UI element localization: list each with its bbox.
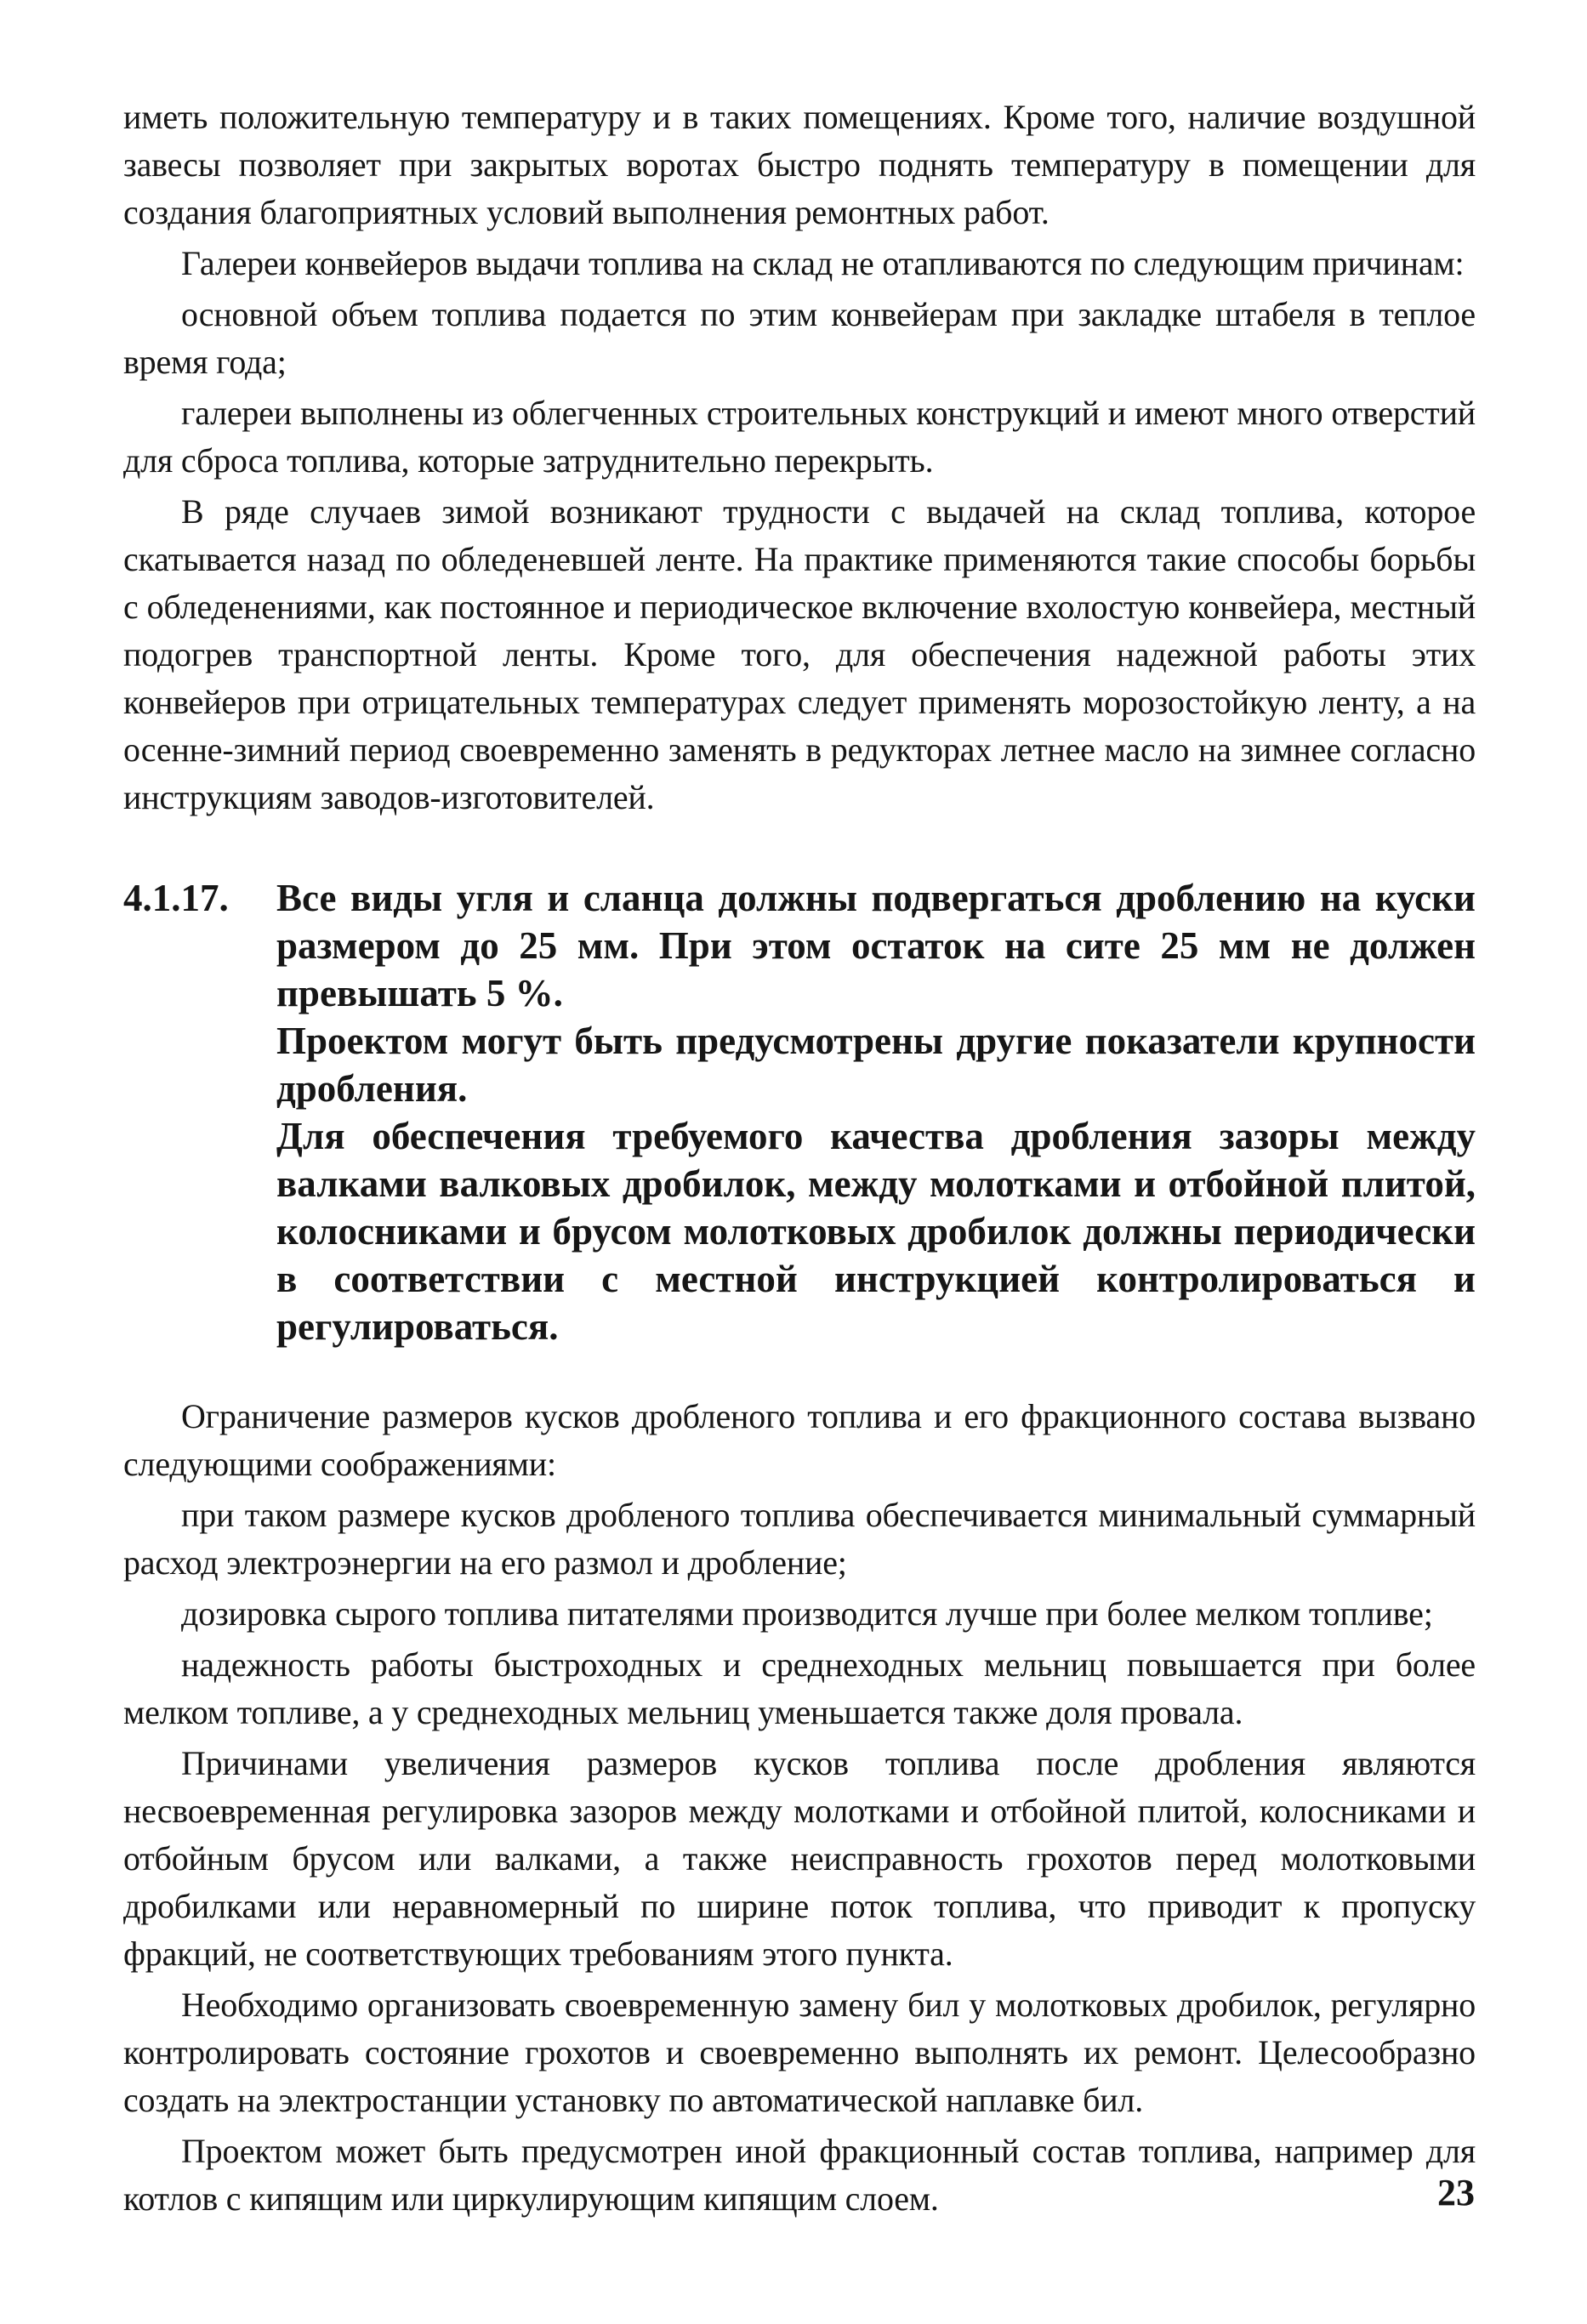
paragraph-limitation-intro: Ограничение размеров кусков дробленого топлива и его фракционного состава вызвано следующими соображениями: bbox=[123, 1397, 1476, 1483]
paragraph-reason-2: галереи выполнены из облегченных строительных конструкций и имеют много отверстий для сброса топлива, которые затруднительно перекрыть. bbox=[123, 394, 1476, 480]
paragraph-continuation: иметь положительную температуру и в таких помещениях. Кроме того, наличие воздушной завесы позволяет при закрытых воротах быстро поднять температуру в помещении для создания благоприятных условий выполнения ремонтных работ. bbox=[123, 98, 1476, 231]
clause-paragraph-gap-control: Для обеспечения требуемого качества дробления зазоры между валками валковых дробилок, между молотками и отбойной плитой, колосниками и брусом молотковых дробилок должны периодически в соответствии с местной инструкцией контролироваться и регулироваться. bbox=[276, 1115, 1476, 1348]
paragraph-size-increase-causes: Причинами увеличения размеров кусков топлива после дробления являются несвоевременная регулировка зазоров между молотками и отбойной плитой, колосниками и отбойным брусом или валками, а также неисправность грохотов перед молотковыми дробилками или неравномерный по ширине поток топлива, что приводит к пропуску фракций, не соответствующих требованиям этого пункта. bbox=[123, 1744, 1476, 1973]
clause-paragraph-crushing-size: Все виды угля и сланца должны подвергаться дроблению на куски размером до 25 мм. При этом остаток на сите 25 мм не должен превышать 5 %. bbox=[276, 877, 1476, 1014]
paragraph-galleries-intro: Галереи конвейеров выдачи топлива на склад не отапливаются по следующим причинам: bbox=[181, 244, 1465, 282]
paragraph-consideration-3: надежность работы быстроходных и среднеходных мельниц повышается при более мелком топливе, а у среднеходных мельниц уменьшается также доля провала. bbox=[123, 1645, 1476, 1731]
paragraph-consideration-2: дозировка сырого топлива питателями производится лучше при более мелком топливе; bbox=[181, 1594, 1433, 1633]
paragraph-consideration-1: при таком размере кусков дробленого топлива обеспечивается минимальный суммарный расход электроэнергии на его размол и дробление; bbox=[123, 1496, 1476, 1582]
clause-number: 4.1.17. bbox=[123, 877, 229, 919]
clause-paragraph-project-options: Проектом могут быть предусмотрены другие показатели крупности дробления. bbox=[276, 1020, 1476, 1110]
paragraph-winter-difficulties: В ряде случаев зимой возникают трудности с выдачей на склад топлива, которое скатывается назад по обледеневшей ленте. На практике применяются такие способы борьбы с обледенениями, как постоянное и периодическое включение вхолостую конвейера, местный подогрев транспортной ленты. Кроме того, для обеспечения надежной работы этих конвейеров при отрицательных температурах следует применять морозостойкую ленту, а на осенне-зимний период своевременно заменять в редукторах летнее масло на зимнее согласно инструкциям заводов-изготовителей. bbox=[123, 492, 1476, 816]
paragraph-alternative-fraction: Проектом может быть предусмотрен иной фракционный состав топлива, например для котлов с кипящим или циркулирующим кипящим слоем. bbox=[123, 2132, 1476, 2218]
page-number: 23 bbox=[1437, 2172, 1475, 2213]
page-content bbox=[123, 94, 1476, 2226]
clause-4-1-17 bbox=[123, 874, 1476, 1350]
paragraph-maintenance: Необходимо организовать своевременную замену бил у молотковых дробилок, регулярно контролировать состояние грохотов и своевременно выполнять их ремонт. Целесообразно создать на электростанции установку по автоматической наплавке бил. bbox=[123, 1986, 1476, 2119]
paragraph-reason-1: основной объем топлива подается по этим конвейерам при закладке штабеля в теплое время года; bbox=[123, 295, 1476, 381]
